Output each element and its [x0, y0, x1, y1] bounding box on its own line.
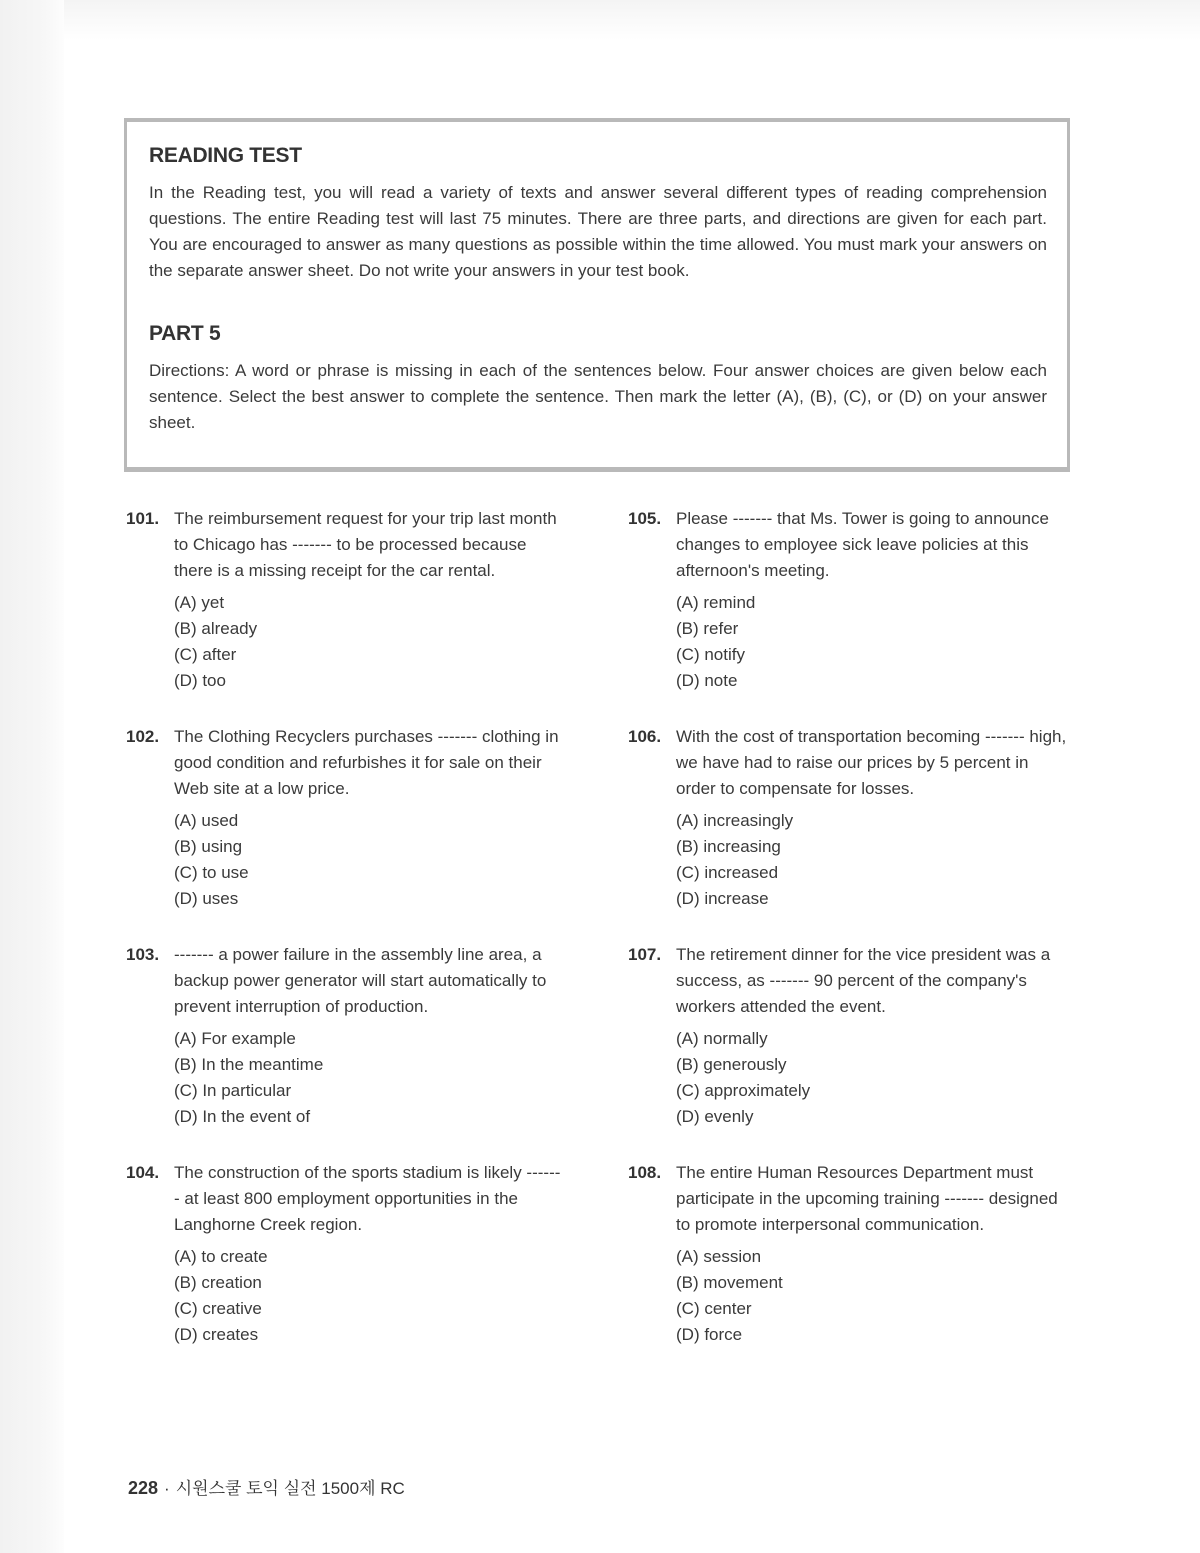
option-c: (C) increased: [676, 863, 779, 882]
reading-test-title: READING TEST: [149, 144, 302, 167]
question-106: [628, 724, 1068, 912]
option-c: (C) approximately: [676, 1081, 811, 1100]
question-number: 107.: [628, 945, 662, 964]
scan-shadow-top: [0, 0, 1200, 40]
part-title: PART 5: [149, 322, 221, 345]
option-b: (B) refer: [676, 619, 739, 638]
option-d: (D) too: [174, 671, 226, 690]
question-101: [126, 506, 566, 694]
answer-options: [174, 590, 566, 694]
question-stem: The construction of the sports stadium is likely ------- at least 800 employment opportunities in the Langhorne Creek region.: [174, 1163, 561, 1234]
page-footer: [128, 1474, 405, 1499]
answer-options: [174, 1244, 566, 1348]
footer-separator: ·: [164, 1479, 170, 1498]
option-b: (B) In the meantime: [174, 1055, 324, 1074]
option-b: (B) already: [174, 619, 258, 638]
directions-box: [124, 118, 1070, 472]
question-column-right: [628, 506, 1068, 1378]
option-b: (B) using: [174, 837, 243, 856]
question-number: 105.: [628, 509, 662, 528]
option-c: (C) notify: [676, 645, 745, 664]
page-number: 228: [128, 1478, 159, 1498]
answer-options: [676, 1244, 1068, 1348]
question-number: 104.: [126, 1163, 160, 1182]
answer-options: [174, 808, 566, 912]
option-b: (B) movement: [676, 1273, 783, 1292]
option-d: (D) evenly: [676, 1107, 754, 1126]
question-stem: The entire Human Resources Department must participate in the upcoming training ------- designed to promote interpersonal communication.: [676, 1163, 1058, 1234]
question-104: [126, 1160, 566, 1348]
question-102: [126, 724, 566, 912]
question-number: 103.: [126, 945, 160, 964]
option-c: (C) center: [676, 1299, 752, 1318]
option-d: (D) increase: [676, 889, 769, 908]
option-c: (C) creative: [174, 1299, 262, 1318]
option-d: (D) creates: [174, 1325, 259, 1344]
answer-options: [676, 808, 1068, 912]
question-107: [628, 942, 1068, 1130]
question-stem: With the cost of transportation becoming ------- high, we have had to raise our prices by 5 percent in order to compensate for losses.: [676, 727, 1067, 798]
question-number: 102.: [126, 727, 160, 746]
answer-options: [676, 590, 1068, 694]
option-d: (D) note: [676, 671, 738, 690]
answer-options: [174, 1026, 566, 1130]
option-b: (B) increasing: [676, 837, 781, 856]
option-a: (A) remind: [676, 593, 756, 612]
question-number: 106.: [628, 727, 662, 746]
question-stem: The reimbursement request for your trip last month to Chicago has ------- to be processed because there is a missing receipt for the car rental.: [174, 509, 557, 580]
reading-test-directions: In the Reading test, you will read a variety of texts and answer several different types of reading comprehension questions. The entire Reading test will last 75 minutes. There are three parts, and directions are given for each part. You are encouraged to answer as many questions as possible within the time allowed. You must mark your answers on the separate answer sheet. Do not write your answers in your test book.: [149, 183, 1047, 280]
question-stem: Please ------- that Ms. Tower is going to announce changes to employee sick leave policies at this afternoon's meeting.: [676, 509, 1049, 580]
question-number: 108.: [628, 1163, 662, 1182]
option-b: (B) generously: [676, 1055, 787, 1074]
question-column-left: [126, 506, 566, 1378]
option-a: (A) to create: [174, 1247, 268, 1266]
option-a: (A) yet: [174, 593, 225, 612]
scan-shadow-left: [0, 0, 64, 1553]
option-a: (A) used: [174, 811, 239, 830]
part-directions: Directions: A word or phrase is missing in each of the sentences below. Four answer choices are given below each sentence. Select the best answer to complete the sentence. Then mark the letter (A), (B), (C), or (D) on your answer sheet.: [149, 361, 1047, 432]
question-103: [126, 942, 566, 1130]
option-d: (D) In the event of: [174, 1107, 311, 1126]
question-108: [628, 1160, 1068, 1348]
option-a: (A) For example: [174, 1029, 296, 1048]
option-a: (A) session: [676, 1247, 762, 1266]
option-a: (A) normally: [676, 1029, 768, 1048]
question-105: [628, 506, 1068, 694]
answer-options: [676, 1026, 1068, 1130]
option-c: (C) In particular: [174, 1081, 292, 1100]
question-stem: ------- a power failure in the assembly line area, a backup power generator will start automatically to prevent interruption of production.: [174, 945, 547, 1016]
option-d: (D) uses: [174, 889, 239, 908]
question-number: 101.: [126, 509, 160, 528]
question-stem: The retirement dinner for the vice president was a success, as ------- 90 percent of the company's workers attended the event.: [676, 945, 1051, 1016]
book-title: 시원스쿨 토익 실전 1500제 RC: [175, 1479, 405, 1498]
option-b: (B) creation: [174, 1273, 262, 1292]
option-c: (C) after: [174, 645, 237, 664]
option-c: (C) to use: [174, 863, 249, 882]
question-stem: The Clothing Recyclers purchases ------- clothing in good condition and refurbishes it for sale on their Web site at a low price.: [174, 727, 559, 798]
option-d: (D) force: [676, 1325, 743, 1344]
option-a: (A) increasingly: [676, 811, 794, 830]
